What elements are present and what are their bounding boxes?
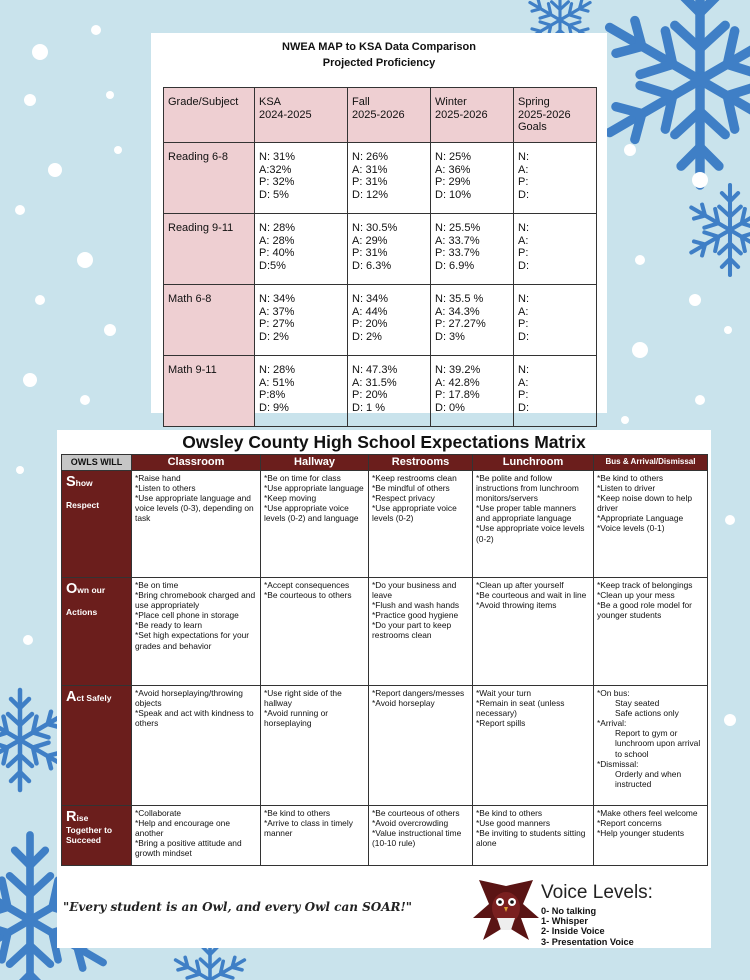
voice-level-item: 1- Whisper — [541, 916, 588, 927]
ksa-value-cell: N: 25% A: 36% P: 29% D: 10% — [431, 143, 514, 214]
matrix-cell: *Report dangers/messes *Avoid horseplay — [369, 686, 473, 806]
column-header-hallway: Hallway — [261, 455, 369, 471]
column-header-lunchroom: Lunchroom — [473, 455, 594, 471]
matrix-cell: *Clean up after yourself *Be courteous and wait in line *Avoid throwing items — [473, 578, 594, 686]
ksa-data-table — [163, 87, 597, 427]
ksa-row-math-9-11 — [164, 356, 597, 427]
ksa-row-reading-6-8 — [164, 143, 597, 214]
voice-levels-title: Voice Levels: — [541, 882, 653, 903]
ksa-value-cell: N: 47.3% A: 31.5% P: 20% D: 1 % — [348, 356, 431, 427]
matrix-cell: *Wait your turn *Remain in seat (unless necessary) *Report spills — [473, 686, 594, 806]
matrix-cell: *Be kind to others *Arrive to class in timely manner — [261, 806, 369, 866]
ksa-header-cell: Winter 2025-2026 — [431, 88, 514, 143]
ksa-header-row — [164, 88, 597, 143]
voice-level-item: 0- No talking — [541, 906, 597, 916]
matrix-cell: *Avoid horseplaying/throwing objects *Speak and act with kindness to others — [132, 686, 261, 806]
ksa-comparison-card — [151, 33, 607, 413]
ksa-value-cell: N: A: P: D: — [514, 143, 597, 214]
ksa-value-cell: N: A: P: D: — [514, 214, 597, 285]
ksa-title: NWEA MAP to KSA Data Comparison — [282, 41, 476, 53]
ksa-value-cell: N: A: P: D: — [514, 356, 597, 427]
ksa-subtitle: Projected Proficiency — [322, 57, 436, 69]
owl-motto-quote: "Every student is an Owl, and every Owl can SOAR!" — [63, 900, 413, 914]
row-key-show-respect: Show Respect — [62, 471, 132, 578]
ksa-value-cell: N: 25.5% A: 33.7% P: 33.7% D: 6.9% — [431, 214, 514, 285]
ksa-subject-cell: Reading 9-11 — [164, 214, 255, 285]
column-header-restrooms: Restrooms — [369, 455, 473, 471]
ksa-header-cell: Fall 2025-2026 — [348, 88, 431, 143]
matrix-cell: *Do your business and leave *Flush and wash hands *Practice good hygiene *Do your part to keep restrooms clean — [369, 578, 473, 686]
matrix-cell: *On bus: Stay seated Safe actions only *Arrival: Report to gym or lunchroom upon arrival to school *Dismissal: Orderly and when instructed — [594, 686, 708, 806]
matrix-cell: *Accept consequences *Be courteous to others — [261, 578, 369, 686]
expectations-matrix-card — [57, 430, 711, 948]
matrix-title: Owsley County High School Expectations Matrix — [182, 432, 586, 452]
owls-will-header: OWLS WILL — [62, 455, 132, 471]
matrix-cell: *Keep restrooms clean *Be mindful of others *Respect privacy *Use appropriate voice levels (0-2) — [369, 471, 473, 578]
matrix-cell: *Be courteous of others *Avoid overcrowding *Value instructional time (10-10 rule) — [369, 806, 473, 866]
ksa-value-cell: N: 34% A: 37% P: 27% D: 2% — [255, 285, 348, 356]
ksa-value-cell: N: 30.5% A: 29% P: 31% D: 6.3% — [348, 214, 431, 285]
matrix-cell: *Be kind to others *Use good manners *Be inviting to students sitting alone — [473, 806, 594, 866]
ksa-subject-cell: Math 9-11 — [164, 356, 255, 427]
owl-mascot-icon — [469, 878, 543, 946]
ksa-value-cell: N: 35.5 % A: 34.3% P: 27.27% D: 3% — [431, 285, 514, 356]
matrix-cell: *Raise hand *Listen to others *Use appropriate language and voice levels (0-3), depending on task — [132, 471, 261, 578]
matrix-cell: *Be kind to others *Listen to driver *Keep noise down to help driver *Appropriate Language *Voice levels (0-1) — [594, 471, 708, 578]
matrix-cell: *Be polite and follow instructions from lunchroom monitors/servers *Use proper table manners and appropriate language *Use appropriate voice levels (0-2) — [473, 471, 594, 578]
ksa-row-reading-9-11 — [164, 214, 597, 285]
matrix-cell: *Make others feel welcome *Report concerns *Help younger students — [594, 806, 708, 866]
ksa-value-cell: N: 34% A: 44% P: 20% D: 2% — [348, 285, 431, 356]
matrix-row-show-respect — [62, 471, 708, 578]
column-header-bus: Bus & Arrival/Dismissal — [594, 455, 708, 471]
ksa-header-cell: Grade/Subject — [164, 88, 255, 143]
matrix-cell: *Collaborate *Help and encourage one another *Bring a positive attitude and growth mindset — [132, 806, 261, 866]
ksa-row-math-6-8 — [164, 285, 597, 356]
voice-level-item: 3- Presentation Voice — [541, 936, 634, 947]
voice-levels-list — [541, 906, 634, 947]
snowflake-icon — [0, 690, 63, 790]
ksa-value-cell: N: A: P: D: — [514, 285, 597, 356]
expectations-matrix-table — [61, 454, 708, 866]
matrix-cell: *Use right side of the hallway *Avoid running or horseplaying — [261, 686, 369, 806]
ksa-value-cell: N: 28% A: 51% P:8% D: 9% — [255, 356, 348, 427]
matrix-cell: *Be on time *Bring chromebook charged and use appropriately *Place cell phone in storage *Be ready to learn *Set high expectations for your grades and behavior — [132, 578, 261, 686]
row-key-act-safely: Act Safely — [62, 686, 132, 806]
column-header-classroom: Classroom — [132, 455, 261, 471]
ksa-value-cell: N: 31% A:32% P: 32% D: 5% — [255, 143, 348, 214]
ksa-header-cell: Spring 2025-2026 Goals — [514, 88, 597, 143]
matrix-row-act-safely — [62, 686, 708, 806]
ksa-value-cell: N: 39.2% A: 42.8% P: 17.8% D: 0% — [431, 356, 514, 427]
ksa-subject-cell: Math 6-8 — [164, 285, 255, 356]
snowflake-icon — [691, 185, 750, 275]
matrix-row-rise-together — [62, 806, 708, 866]
ksa-header-cell: KSA 2024-2025 — [255, 88, 348, 143]
snowflake-icon — [610, 0, 750, 185]
ksa-value-cell: N: 28% A: 28% P: 40% D:5% — [255, 214, 348, 285]
matrix-header-row — [62, 455, 708, 471]
matrix-row-own-actions — [62, 578, 708, 686]
ksa-value-cell: N: 26% A: 31% P: 31% D: 12% — [348, 143, 431, 214]
ksa-title-block — [151, 39, 607, 71]
ksa-subject-cell: Reading 6-8 — [164, 143, 255, 214]
voice-level-item: 2- Inside Voice — [541, 926, 605, 937]
row-key-own-actions: Own our Actions — [62, 578, 132, 686]
matrix-cell: *Be on time for class *Use appropriate language *Keep moving *Use appropriate voice levels (0-2) and language — [261, 471, 369, 578]
matrix-cell: *Keep track of belongings *Clean up your mess *Be a good role model for younger students — [594, 578, 708, 686]
row-key-rise-together: Rise Together to Succeed — [62, 806, 132, 866]
